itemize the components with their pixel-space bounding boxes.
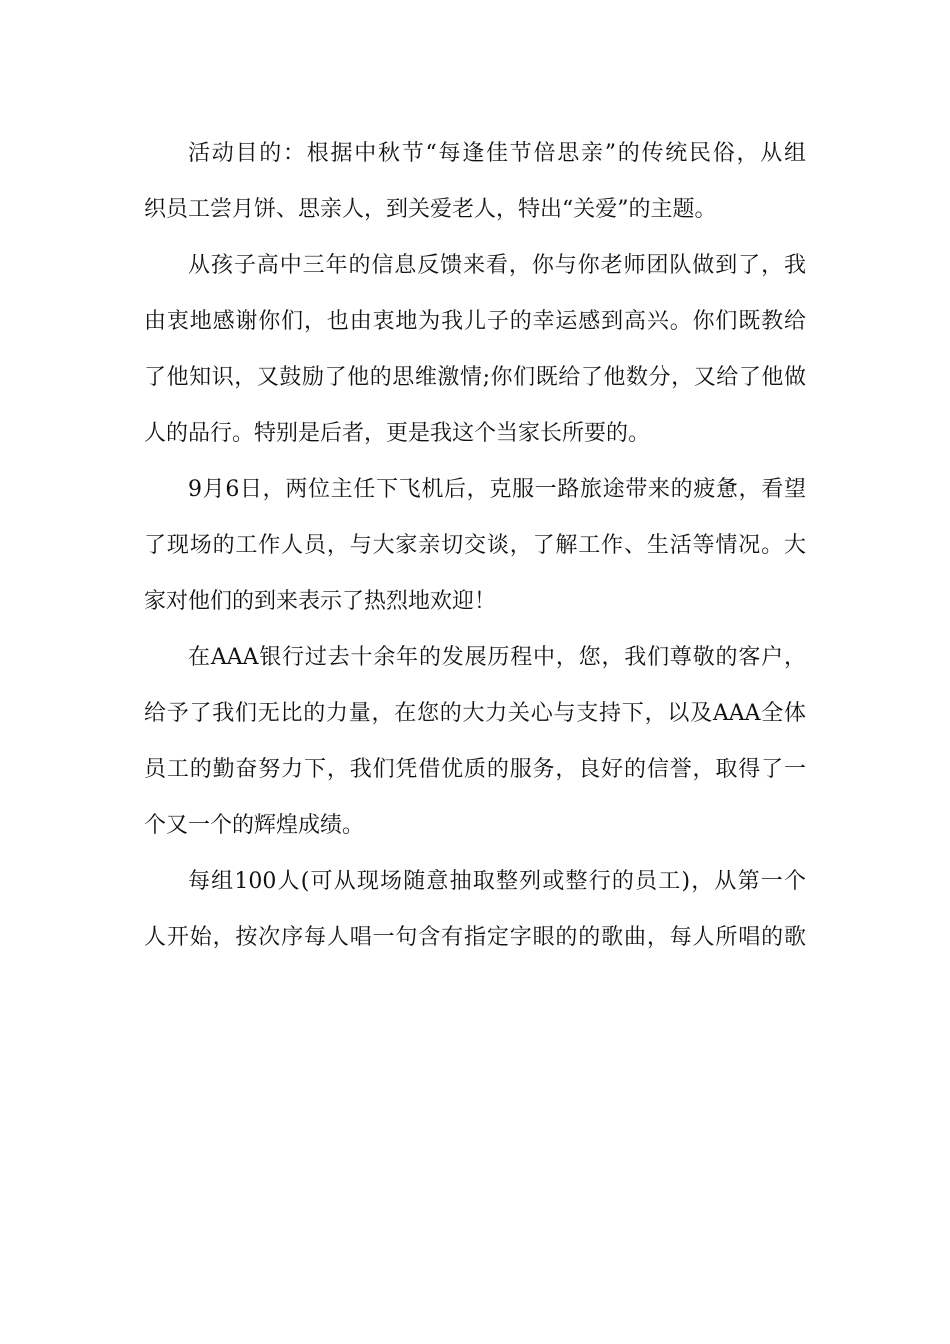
paragraph-2-line-2: 由衷地感谢你们，也由衷地为我儿子的幸运感到高兴。你们既教给 xyxy=(144,309,806,334)
paragraph-2-line-3: 了他知识，又鼓励了他的思维激情;你们既给了他数分，又给了他做 xyxy=(144,365,806,390)
paragraph-4-line-3: 员工的勤奋努力下，我们凭借优质的服务，良好的信誉，取得了一 xyxy=(144,757,806,782)
paragraph-5-line-2: 人开始，按次序每人唱一句含有指定字眼的的歌曲，每人所唱的歌 xyxy=(144,925,806,950)
paragraph-3-line-3: 家对他们的到来表示了热烈地欢迎！ xyxy=(144,589,497,614)
paragraph-1-line-1: 活动目的：根据中秋节“每逢佳节倍思亲”的传统民俗，从组 xyxy=(188,141,806,166)
paragraph-3-line-1: 9月6日，两位主任下飞机后，克服一路旅途带来的疲惫，看望 xyxy=(188,477,806,502)
paragraph-5-line-1: 每组100人(可从现场随意抽取整列或整行的员工)，从第一个 xyxy=(188,869,806,894)
document-body xyxy=(144,126,806,966)
paragraph-4-line-2: 给予了我们无比的力量，在您的大力关心与支持下，以及AAA全体 xyxy=(144,701,806,726)
paragraph-3-line-2: 了现场的工作人员，与大家亲切交谈，了解工作、生活等情况。大 xyxy=(144,533,806,558)
paragraph-2-line-1: 从孩子高中三年的信息反馈来看，你与你老师团队做到了，我 xyxy=(188,253,806,278)
paragraph-2-line-4: 人的品行。特别是后者，更是我这个当家长所要的。 xyxy=(144,421,651,446)
paragraph-4-line-1: 在AAA银行过去十余年的发展历程中，您，我们尊敬的客户， xyxy=(188,645,806,670)
paragraph-1-line-2: 织员工尝月饼、思亲人，到关爱老人，特出“关爱”的主题。 xyxy=(144,197,717,222)
paragraph-4-line-4: 个又一个的辉煌成绩。 xyxy=(144,813,365,838)
